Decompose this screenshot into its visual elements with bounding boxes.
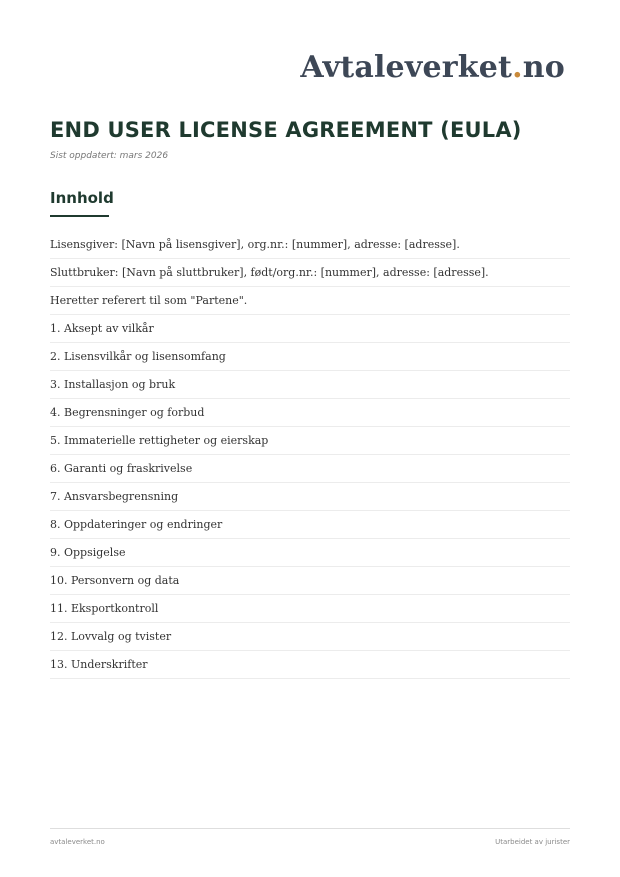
toc-item-signatures[interactable]: 13. Underskrifter (50, 651, 570, 679)
toc-item-ip-rights[interactable]: 5. Immaterielle rettigheter og eierskap (50, 427, 570, 455)
logo-wordmark: Avtaleverket (300, 50, 513, 85)
toc-item-licensor: Lisensgiver: [Navn på lisensgiver], org.nr.: [nummer], adresse: [adresse]. (50, 231, 570, 259)
toc-item-acceptance[interactable]: 1. Aksept av vilkår (50, 315, 570, 343)
logo-dot: . (512, 50, 523, 85)
logo-tld: no (522, 50, 565, 85)
footer-divider (50, 828, 570, 829)
toc-item-liability[interactable]: 7. Ansvarsbegrensning (50, 483, 570, 511)
toc-list (50, 231, 570, 679)
toc-item-updates[interactable]: 8. Oppdateringer og endringer (50, 511, 570, 539)
toc-item-termination[interactable]: 9. Oppsigelse (50, 539, 570, 567)
toc-item-license-terms[interactable]: 2. Lisensvilkår og lisensomfang (50, 343, 570, 371)
toc-item-end-user: Sluttbruker: [Navn på sluttbruker], født/org.nr.: [nummer], adresse: [adresse]. (50, 259, 570, 287)
toc-item-parties: Heretter referert til som "Partene". (50, 287, 570, 315)
toc-heading-underline (50, 215, 109, 217)
toc-item-installation[interactable]: 3. Installasjon og bruk (50, 371, 570, 399)
toc-item-export-control[interactable]: 11. Eksportkontroll (50, 595, 570, 623)
footer-credit: Utarbeidet av jurister (495, 838, 570, 846)
document-title: END USER LICENSE AGREEMENT (EULA) (50, 118, 522, 142)
toc-heading: Innhold (50, 189, 114, 207)
toc-item-warranty[interactable]: 6. Garanti og fraskrivelse (50, 455, 570, 483)
toc-item-restrictions[interactable]: 4. Begrensninger og forbud (50, 399, 570, 427)
last-updated-text: Sist oppdatert: mars 2026 (50, 151, 169, 161)
toc-item-privacy[interactable]: 10. Personvern og data (50, 567, 570, 595)
site-logo[interactable] (300, 50, 565, 85)
footer-site-name: avtaleverket.no (50, 838, 105, 846)
toc-item-governing-law[interactable]: 12. Lovvalg og tvister (50, 623, 570, 651)
